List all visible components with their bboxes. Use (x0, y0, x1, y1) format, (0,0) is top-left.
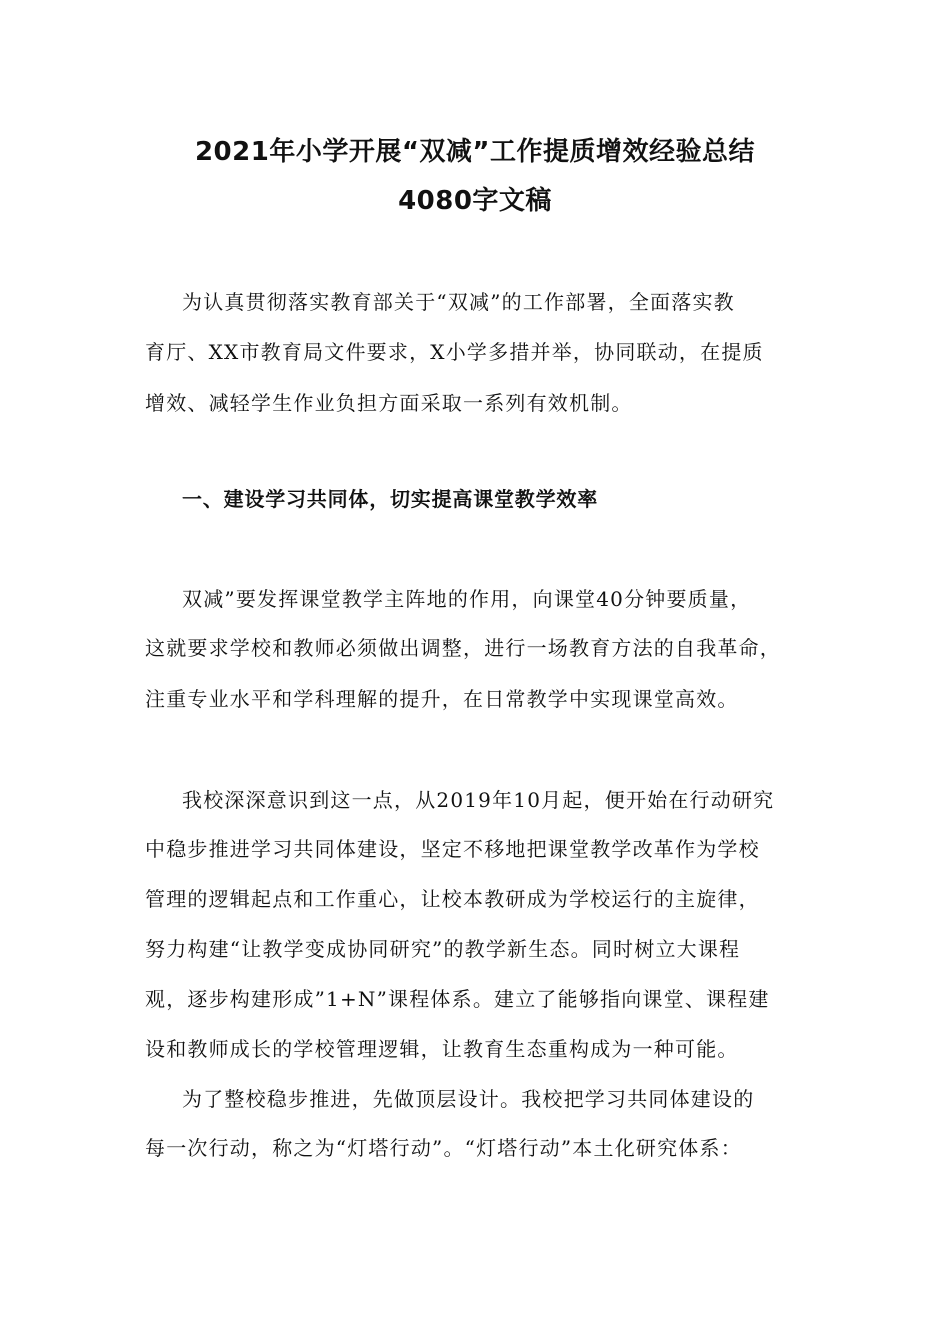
document-subtitle: 4080字文稿 (398, 186, 552, 216)
intro-line: 为认真贯彻落实教育部关于“双减”的工作部署，全面落实教 (182, 290, 735, 314)
intro-line: 增效、减轻学生作业负担方面采取一系列有效机制。 (145, 391, 633, 415)
section-heading: 一、建设学习共同体，切实提高课堂教学效率 (182, 487, 598, 511)
paragraph-line: 为了整校稳步推进，先做顶层设计。我校把学习共同体建设的 (182, 1087, 755, 1111)
paragraph-line: 双减”要发挥课堂教学主阵地的作用，向课堂40分钟要质量， (182, 587, 752, 611)
paragraph-line: 努力构建“让教学变成协同研究”的教学新生态。同时树立大课程 (145, 937, 741, 961)
intro-line: 育厅、XX市教育局文件要求，X小学多措并举，协同联动，在提质 (145, 340, 764, 364)
paragraph-line: 观，逐步构建形成”1+N”课程体系。建立了能够指向课堂、课程建 (145, 987, 770, 1011)
paragraph-line: 每一次行动，称之为“灯塔行动”。“灯塔行动”本土化研究体系： (145, 1136, 742, 1160)
paragraph-line: 这就要求学校和教师必须做出调整，进行一场教育方法的自我革命， (145, 636, 781, 660)
paragraph-line: 管理的逻辑起点和工作重心，让校本教研成为学校运行的主旋律， (145, 887, 760, 911)
paragraph-line: 注重专业水平和学科理解的提升，在日常教学中实现课堂高效。 (145, 687, 739, 711)
paragraph-line: 我校深深意识到这一点，从2019年10月起，便开始在行动研究 (182, 788, 775, 812)
paragraph-line: 中稳步推进学习共同体建设，坚定不移地把课堂教学改革作为学校 (145, 837, 760, 861)
document-title: 2021年小学开展“双减”工作提质增效经验总结 (194, 137, 756, 167)
paragraph-line: 设和教师成长的学校管理逻辑，让教育生态重构成为一种可能。 (145, 1037, 739, 1061)
